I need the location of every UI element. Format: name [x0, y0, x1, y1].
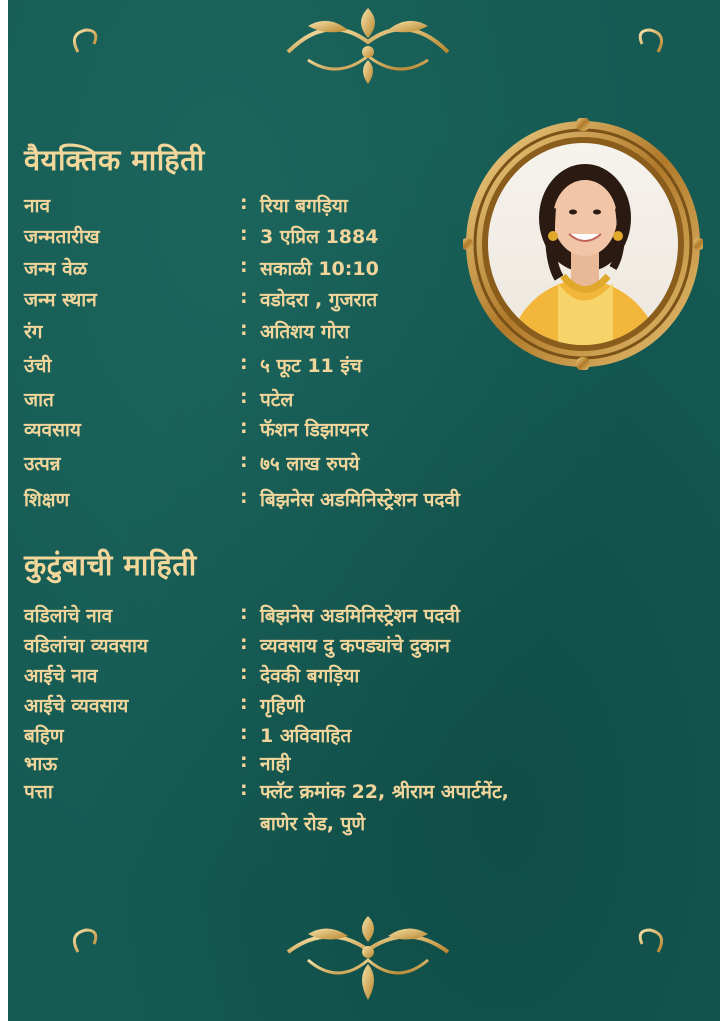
row-label: बहिण — [24, 725, 64, 747]
row-label: उत्पन्न — [24, 453, 61, 475]
row-separator: : — [240, 352, 248, 374]
row-value: नाही — [260, 753, 291, 775]
row-value: देवकी बगड़िया — [260, 665, 360, 687]
row-value: सकाळी 10:10 — [260, 258, 379, 280]
row-label: वडिलांचा व्यवसाय — [24, 635, 148, 657]
row-label: नाव — [24, 195, 51, 217]
row-label: आईचे नाव — [24, 665, 98, 687]
row-separator: : — [240, 602, 248, 624]
row-value: फॅशन डिझायनर — [260, 419, 369, 441]
row-separator: : — [240, 750, 248, 772]
row-value: फ्लॅट क्रमांक 22, श्रीराम अपार्टमेंट, — [260, 781, 509, 803]
row-label: जात — [24, 389, 54, 411]
row-value: अतिशय गोरा — [260, 321, 350, 343]
biodata-card — [8, 0, 720, 1021]
row-separator: : — [240, 692, 248, 714]
row-value: पटेल — [260, 389, 294, 411]
row-separator: : — [240, 722, 248, 744]
row-value: बिझनेस अडमिनिस्ट्रेशन पदवी — [260, 489, 460, 511]
row-label: वडिलांचे नाव — [24, 605, 113, 627]
row-separator: : — [240, 632, 248, 654]
address-line-2: बाणेर रोड, पुणे — [260, 813, 366, 835]
row-separator: : — [240, 662, 248, 684]
row-label: शिक्षण — [24, 489, 70, 511]
row-label: पत्ता — [24, 781, 53, 803]
row-separator: : — [240, 255, 248, 277]
row-label: जन्म वेळ — [24, 258, 88, 280]
row-label: उंची — [24, 355, 52, 377]
row-separator: : — [240, 386, 248, 408]
row-value: रिया बगड़िया — [260, 195, 348, 217]
row-value: वडोदरा , गुजरात — [260, 289, 378, 311]
row-label: रंग — [24, 321, 43, 343]
row-separator: : — [240, 318, 248, 340]
row-value: 1 अविवाहित — [260, 725, 352, 747]
ornament-bottom-icon — [58, 912, 678, 1012]
row-separator: : — [240, 416, 248, 438]
row-separator: : — [240, 223, 248, 245]
row-separator: : — [240, 486, 248, 508]
row-value: बिझनेस अडमिनिस्ट्रेशन पदवी — [260, 605, 460, 627]
row-value: 3 एप्रिल 1884 — [260, 226, 379, 248]
row-separator: : — [240, 286, 248, 308]
row-value: व्यवसाय दु कपड्यांचे दुकान — [260, 635, 450, 657]
row-separator: : — [240, 778, 248, 800]
row-separator: : — [240, 192, 248, 214]
personal-info-title: वैयक्तिक माहिती — [24, 143, 205, 177]
row-value: ७५ लाख रुपये — [260, 453, 360, 475]
portrait-photo — [463, 118, 703, 370]
row-label: आईचे व्यवसाय — [24, 695, 129, 717]
row-label: व्यवसाय — [24, 419, 81, 441]
ornament-top-icon — [58, 0, 678, 100]
row-label: भाऊ — [24, 753, 58, 775]
family-info-title: कुटुंबाची माहिती — [24, 548, 197, 582]
row-label: जन्म स्थान — [24, 289, 97, 311]
row-separator: : — [240, 450, 248, 472]
row-value: ५ फूट 11 इंच — [260, 355, 362, 377]
row-label: जन्मतारीख — [24, 226, 100, 248]
row-value: गृहिणी — [260, 695, 305, 717]
